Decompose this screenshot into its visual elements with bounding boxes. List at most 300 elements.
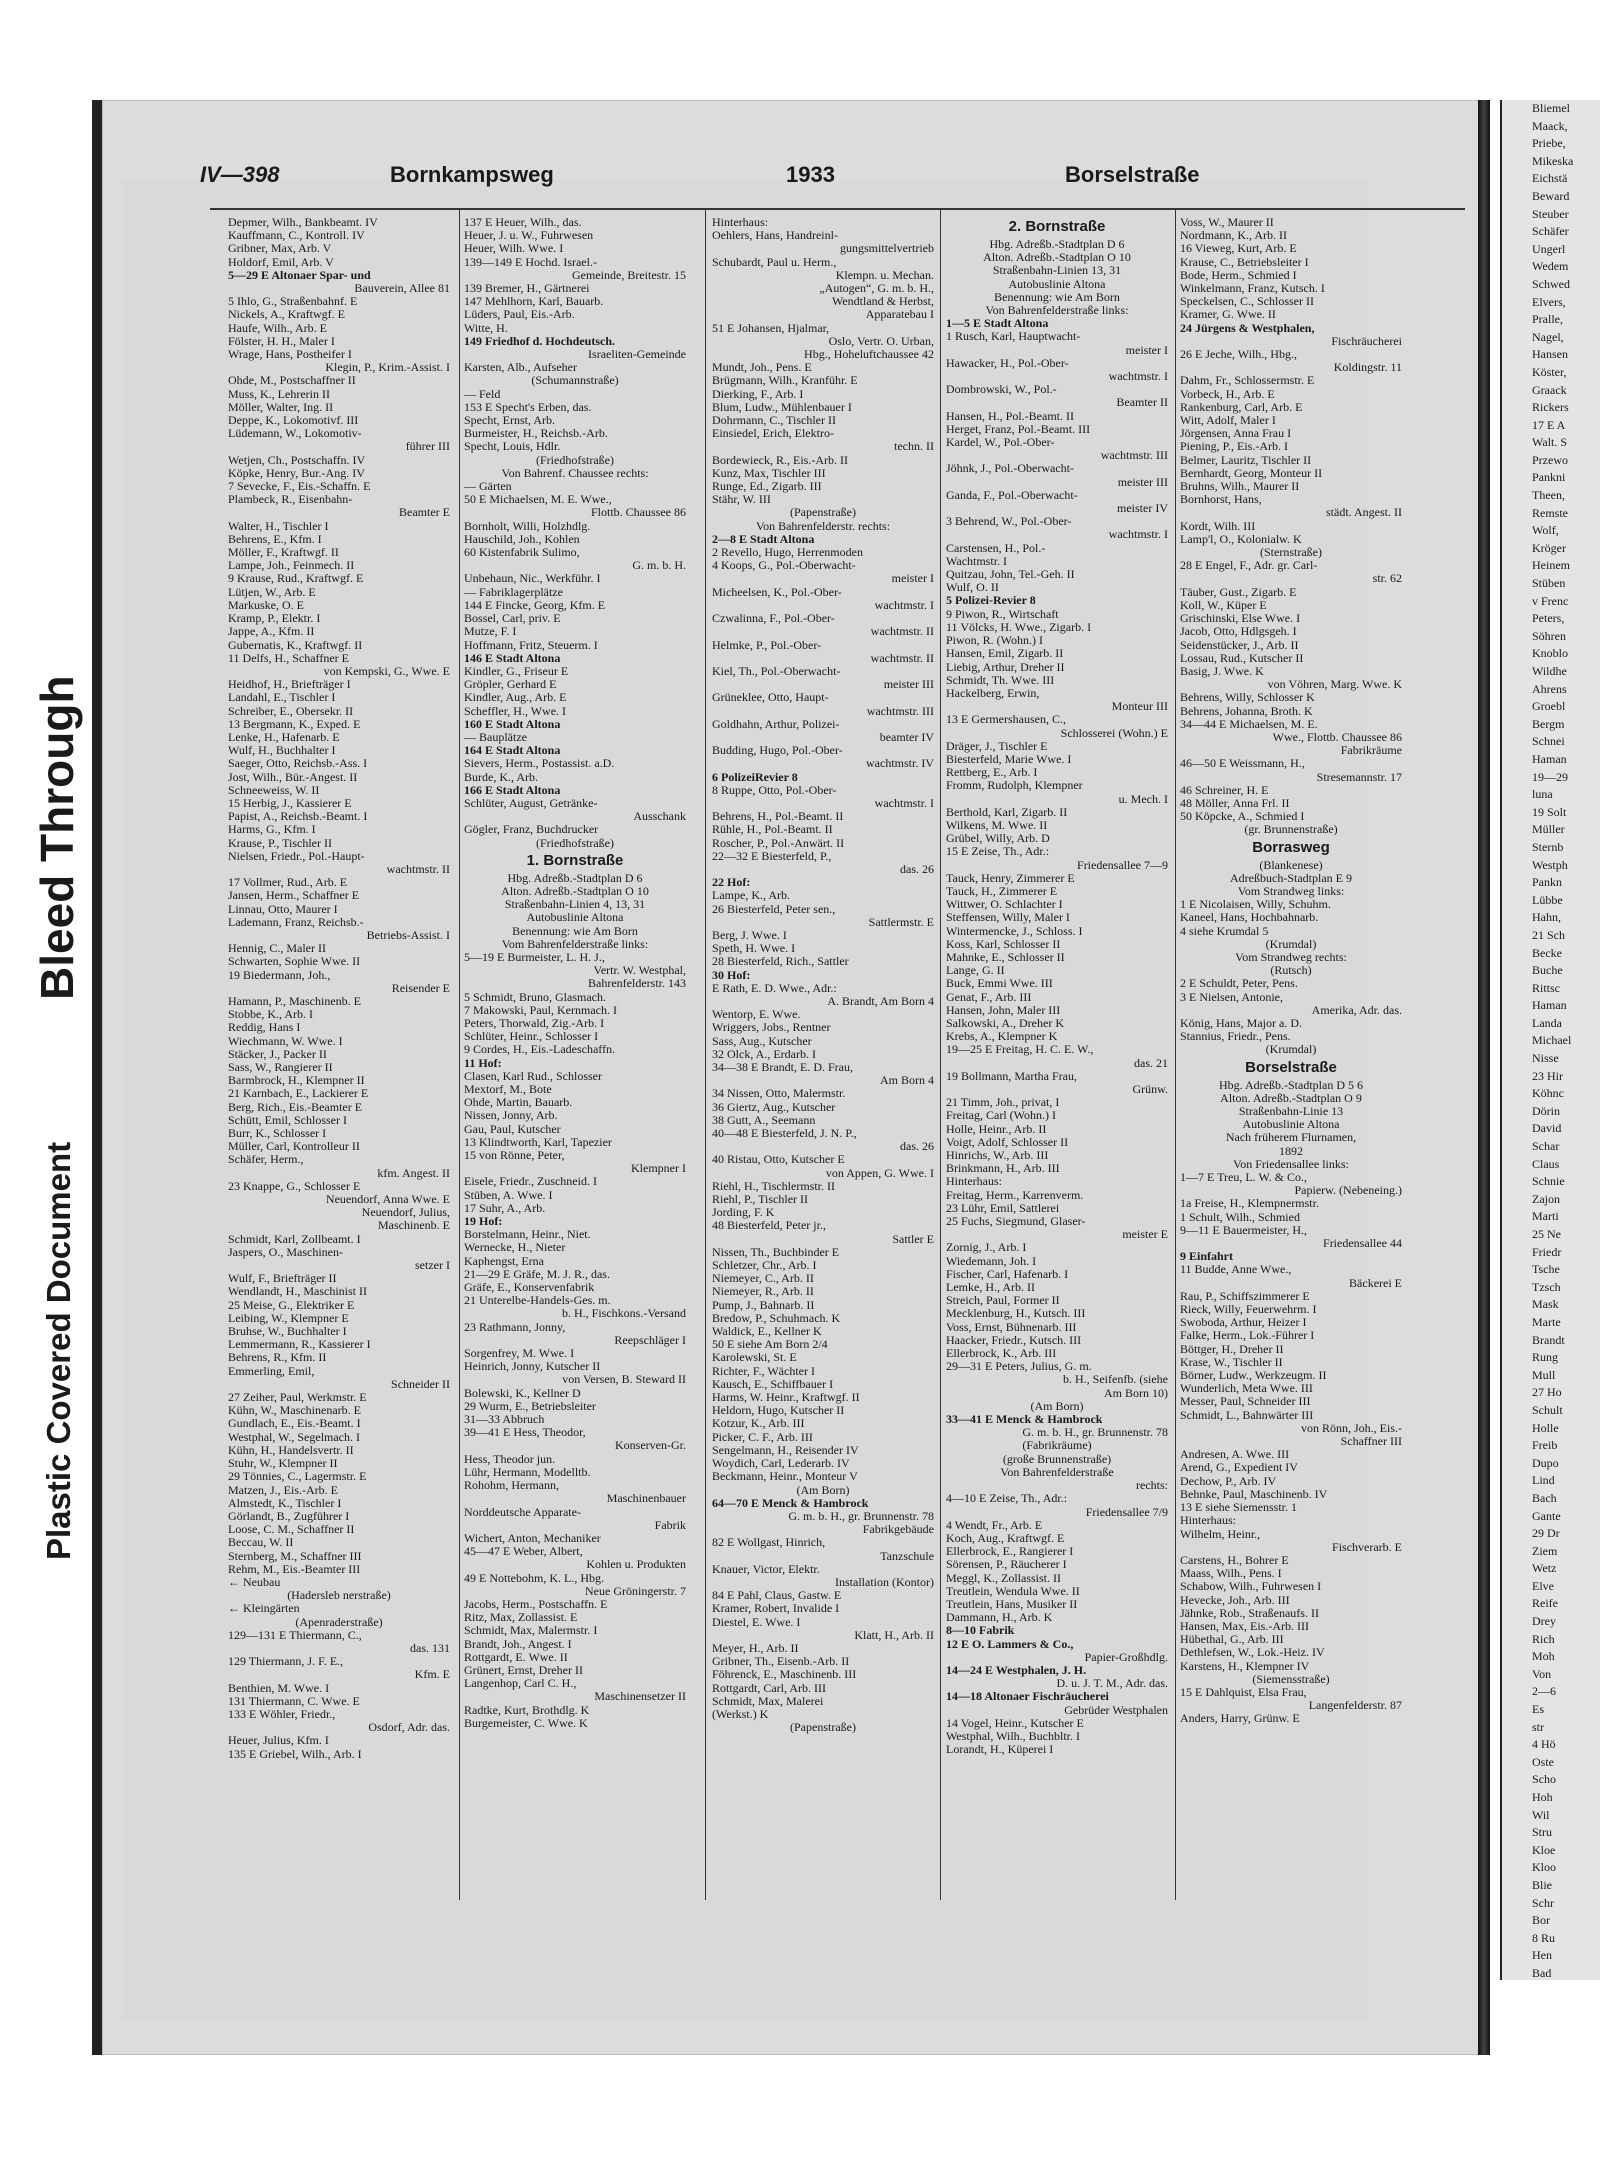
entry-line: 9 Einfahrt xyxy=(1180,1250,1234,1264)
entry-line: Dethlefsen, W., Lok.-Heiz. IV xyxy=(1180,1646,1325,1660)
entry-line: 13 E Germershausen, C., xyxy=(946,713,1066,727)
entry-line: Bernhardt, Georg, Monteur II xyxy=(1180,466,1323,480)
entry-line: Behrens, R., Kfm. II xyxy=(228,1351,327,1365)
entry-line: Borstelmann, Heinr., Niet. xyxy=(464,1228,591,1242)
entry-line: Vom Strandweg links: xyxy=(1237,884,1345,898)
entry-line: Meggl, K., Zollassist. II xyxy=(946,1571,1061,1585)
entry-line: Stuhr, W., Klempner II xyxy=(228,1457,338,1471)
entry-line: Landahl, E., Tischler I xyxy=(228,691,336,705)
entry-line: Freitag, Carl (Wohn.) I xyxy=(946,1109,1057,1123)
next-page-line: Scho xyxy=(1532,1772,1556,1787)
next-page-line: Mull xyxy=(1532,1367,1556,1382)
entry-line: 15 Herbig, J., Kassierer E xyxy=(228,796,352,810)
bleed-through-text: Bleed Through xyxy=(31,675,83,1000)
entry-line: Fischräucherei xyxy=(1331,334,1402,348)
entry-line: (Sternstraße) xyxy=(1260,546,1322,560)
entry-line: 137 E Heuer, Wilh., das. xyxy=(464,216,582,229)
entry-line: Haufe, Wilh., Arb. E xyxy=(228,321,327,335)
entry-line: Langenfelderstr. 87 xyxy=(1308,1699,1402,1713)
entry-line: Israeliten-Gemeinde xyxy=(588,348,686,362)
entry-line: (Apenraderstraße) xyxy=(295,1615,383,1629)
entry-line: Swoboda, Arthur, Heizer I xyxy=(1180,1316,1307,1330)
entry-line: Budding, Hugo, Pol.-Ober- xyxy=(712,744,843,758)
entry-line: Radtke, Kurt, Brothdlg. K xyxy=(464,1703,590,1717)
entry-line: Hinterhaus: xyxy=(712,216,768,229)
entry-line: 23 Rathmann, Jonny, xyxy=(464,1320,566,1334)
entry-line: 17 Suhr, A., Arb. xyxy=(464,1201,546,1215)
entry-line: Reisender E xyxy=(391,981,450,995)
entry-line: meister III xyxy=(883,678,934,692)
next-page-line: Eichstä xyxy=(1532,171,1568,186)
column-4 xyxy=(946,216,1168,1896)
entry-line: Krase, W., Tischler II xyxy=(1180,1355,1283,1369)
next-page-line: Dupo xyxy=(1532,1455,1559,1470)
entry-line: 139 Bremer, H., Gärtnerei xyxy=(464,282,590,296)
entry-line: Goldhahn, Arthur, Polizei- xyxy=(712,717,840,731)
next-page-line: Müller xyxy=(1532,822,1565,837)
entry-line: 29 Tönnies, C., Lagermstr. E xyxy=(228,1470,367,1484)
entry-line: (Blankenese) xyxy=(1259,858,1323,872)
entry-line: 3 Behrend, W., Pol.-Ober- xyxy=(946,515,1072,529)
entry-line: Vorbeck, H., Arb. E xyxy=(1180,387,1275,401)
entry-line: b. H., Seifenfb. (siehe xyxy=(1063,1373,1168,1387)
entry-line: Tauck, H., Zimmerer E xyxy=(946,884,1058,898)
entry-line: 129—131 E Thiermann, C., xyxy=(228,1628,362,1642)
entry-line: Von Bahrenfelderstraße links: xyxy=(985,304,1129,318)
header-rule xyxy=(210,208,1465,210)
next-page-line: Stru xyxy=(1532,1825,1553,1840)
entry-line: (Am Born) xyxy=(796,1483,850,1497)
entry-line: Deppe, K., Lokomotivf. III xyxy=(228,414,359,428)
next-page-line: Stüben xyxy=(1532,576,1566,591)
entry-line: Jansen, Herm., Schaffner E xyxy=(228,889,360,903)
entry-line: Biesterfeld, Marie Wwe. I xyxy=(946,752,1072,766)
next-page-line: Kröger xyxy=(1532,540,1566,555)
entry-line: Fabrikgebäude xyxy=(862,1523,934,1537)
entry-line: Anders, Harry, Grünw. E xyxy=(1180,1712,1300,1726)
entry-line: 6 PolizeiRevier 8 xyxy=(712,770,798,784)
entry-line: Hoffmann, Fritz, Steuerm. I xyxy=(464,638,598,652)
entry-line: Ellerbrock, E., Rangierer I xyxy=(946,1545,1074,1559)
next-page-line: luna xyxy=(1532,787,1553,802)
entry-line: Benennung: wie Am Born xyxy=(512,924,638,938)
entry-line: Fölster, H. H., Maler I xyxy=(228,334,335,348)
next-page-line: Groebl xyxy=(1532,699,1566,714)
entry-line: 1 Schult, Wilh., Schmied xyxy=(1180,1210,1300,1224)
entry-line: Gribner, Max, Arb. V xyxy=(228,242,332,256)
next-page-line: Bor xyxy=(1532,1913,1550,1928)
entry-line: Am Born 10) xyxy=(1104,1386,1168,1400)
entry-line: Mecklenburg, H., Kutsch. III xyxy=(946,1307,1086,1321)
entry-line: 38 Gutt, A., Seemann xyxy=(712,1113,816,1127)
entry-line: Mutze, F. I xyxy=(464,625,517,639)
entry-line: Gemeinde, Breitestr. 15 xyxy=(572,268,686,282)
entry-line: Heldorn, Hugo, Kutscher II xyxy=(712,1404,845,1418)
entry-line: 135 E Griebel, Wilh., Arb. I xyxy=(228,1747,362,1761)
entry-line: Stobbe, K., Arb. I xyxy=(228,1008,313,1022)
entry-line: Autobuslinie Altona xyxy=(526,911,624,925)
entry-line: 9 Krause, Rud., Kraftwgf. E xyxy=(228,572,364,586)
entry-line: Wernecke, H., Nieter xyxy=(464,1241,566,1255)
next-page-line: Lind xyxy=(1532,1473,1555,1488)
entry-line: Jörgensen, Anna Frau I xyxy=(1180,427,1292,441)
entry-line: ← Kleingärten xyxy=(228,1602,300,1616)
entry-line: Koll, W., Küper E xyxy=(1180,598,1267,612)
entry-line: Mahnke, E., Schlosser II xyxy=(946,950,1065,964)
entry-line: Knauer, Victor, Elektr. xyxy=(712,1562,820,1576)
entry-line: Konserven-Gr. xyxy=(615,1439,686,1453)
entry-line: 17 Vollmer, Rud., Arb. E xyxy=(228,876,348,890)
entry-line: Gubernatis, K., Kraftwgf. II xyxy=(228,638,363,652)
next-page-line: Wedem xyxy=(1532,259,1569,274)
entry-line: Burmeister, H., Reichsb.-Arb. xyxy=(464,427,608,441)
entry-line: 23 Lühr, Emil, Sattlerei xyxy=(946,1201,1060,1215)
entry-line: Linnau, Otto, Maurer I xyxy=(228,902,338,916)
entry-line: 28 E Engel, F., Adr. gr. Carl- xyxy=(1180,559,1318,573)
entry-line: Reepschläger I xyxy=(614,1333,686,1347)
entry-line: Nissen, Jonny, Arb. xyxy=(464,1109,558,1123)
entry-line: Wendlandt, H., Maschinist II xyxy=(228,1285,368,1299)
entry-line: Papier-Großhdlg. xyxy=(1084,1650,1168,1664)
street-heading: Borrasweg xyxy=(1252,838,1330,856)
next-page-line: Brandt xyxy=(1532,1332,1565,1347)
entry-line: von Appen, G. Wwe. I xyxy=(825,1166,934,1180)
entry-line: Gräfe, E., Konservenfabrik xyxy=(464,1281,595,1295)
next-page-line: David xyxy=(1532,1121,1562,1136)
entry-line: Lamp'l, O., Kolonialw. K xyxy=(1180,532,1302,546)
entry-line: (Papenstraße) xyxy=(790,506,856,520)
entry-line: Kaphengst, Erna xyxy=(464,1254,544,1268)
entry-line: rechts: xyxy=(1136,1479,1168,1493)
entry-line: Hess, Theodor jun. xyxy=(464,1452,556,1466)
entry-line: Scheffler, H., Wwe. I xyxy=(464,704,567,718)
entry-line: Jappe, A., Kfm. II xyxy=(228,625,315,639)
entry-line: 14—24 E Westphalen, J. H. xyxy=(946,1663,1087,1677)
entry-line: Von Bahrenfelderstraße xyxy=(1000,1465,1114,1479)
entry-line: 153 E Specht's Erben, das. xyxy=(464,400,592,414)
entry-line: Maass, Wilh., Pens. I xyxy=(1180,1567,1282,1581)
entry-line: Schmidt, Max, Malermstr. I xyxy=(464,1624,598,1638)
entry-line: 29 Wurm, E., Betriebsleiter xyxy=(464,1399,596,1413)
entry-line: 15 E Zeise, Th., Adr.: xyxy=(946,845,1050,859)
next-page-line: v Frenc xyxy=(1532,593,1569,608)
next-page-line: Oste xyxy=(1532,1754,1554,1769)
next-page-line: Kloo xyxy=(1532,1860,1556,1875)
entry-line: 48 Biesterfeld, Peter jr., xyxy=(712,1219,826,1233)
entry-line: 7 Sevecke, F., Eis.-Schaffn. E xyxy=(228,480,371,494)
entry-line: Speckelsen, C., Schlosser II xyxy=(1180,295,1314,309)
entry-line: Schmidt, Karl, Zollbeamt. I xyxy=(228,1232,361,1246)
entry-line: Kindler, Aug., Arb. E xyxy=(464,691,567,705)
next-page-line: Heinem xyxy=(1532,558,1570,573)
next-page-line: Przewo xyxy=(1532,452,1568,467)
next-page-line: Tsche xyxy=(1532,1262,1560,1277)
entry-line: Bredow, P., Schuhmach. K xyxy=(712,1311,841,1325)
entry-line: Wrage, Hans, Postheifer I xyxy=(228,348,352,362)
entry-line: 25 Meise, G., Elektriker E xyxy=(228,1298,355,1312)
next-page-line: Blie xyxy=(1532,1877,1552,1892)
entry-line: Langenhop, Carl C. H., xyxy=(464,1677,577,1691)
entry-line: Hübethal, G., Arb. III xyxy=(1180,1633,1284,1647)
entry-line: Basig, J. Wwe. K xyxy=(1180,664,1264,678)
entry-line: — Gärten xyxy=(464,480,512,494)
entry-line: Karsten, Alb., Aufseher xyxy=(464,361,577,375)
entry-line: Carstens, H., Bohrer E xyxy=(1180,1553,1289,1567)
entry-line: Hansen, H., Pol.-Beamt. II xyxy=(946,409,1074,423)
entry-line: Jacobs, Herm., Postschaffn. E xyxy=(464,1597,608,1611)
entry-line: Dräger, J., Tischler E xyxy=(946,739,1048,753)
entry-line: Dierking, F., Arb. I xyxy=(712,387,804,401)
entry-line: Woydich, Carl, Lederarb. IV xyxy=(712,1457,850,1471)
entry-line: Voigt, Adolf, Schlosser II xyxy=(946,1135,1069,1149)
entry-line: Gögler, Franz, Buchdrucker xyxy=(464,823,599,837)
entry-line: 13 Klindtworth, Karl, Tapezier xyxy=(464,1135,612,1149)
entry-line: 14—18 Altonaer Fischräucherei xyxy=(946,1690,1109,1704)
entry-line: Berg, Rich., Eis.-Beamter E xyxy=(228,1100,363,1114)
entry-line: 12 E O. Lammers & Co., xyxy=(946,1637,1074,1651)
entry-line: Kühn, H., Handelsvertr. II xyxy=(228,1443,354,1457)
next-page-line: Graack xyxy=(1532,382,1567,397)
entry-line: Sass, W., Rangierer II xyxy=(228,1061,333,1074)
column-3 xyxy=(712,216,934,1896)
next-page-line: Lübbe xyxy=(1532,892,1563,907)
entry-line: 84 E Pahl, Claus, Gastw. E xyxy=(712,1589,842,1603)
entry-line: Liebig, Arthur, Dreher II xyxy=(946,660,1065,674)
next-page-line: Schwed xyxy=(1532,276,1570,291)
entry-line: Neue Gröningerstr. 7 xyxy=(585,1584,686,1598)
next-page-line: Schnei xyxy=(1532,734,1565,749)
entry-line: Lange, G. II xyxy=(946,964,1005,978)
entry-line: techn. II xyxy=(894,440,934,454)
entry-line: Straßenbahn-Linien 13, 31 xyxy=(992,264,1122,278)
entry-line: Markuske, O. E xyxy=(228,598,304,612)
entry-line: Waldick, E., Kellner K xyxy=(712,1325,822,1339)
entry-line: Schlosserei (Wohn.) E xyxy=(1060,726,1168,740)
entry-line: 3 E Nielsen, Antonie, xyxy=(1180,990,1283,1004)
entry-line: Behrens, E., Kfm. I xyxy=(228,532,322,546)
entry-line: (große Brunnenstraße) xyxy=(1002,1452,1112,1466)
entry-line: 2 Revello, Hugo, Herrenmoden xyxy=(712,546,863,560)
next-page-line: Peters, xyxy=(1532,611,1565,626)
entry-line: Holle, Heinr., Arb. II xyxy=(946,1122,1047,1136)
entry-line: (Friedhofstraße) xyxy=(536,836,614,850)
entry-line: 32 Olck, A., Erdarb. I xyxy=(712,1047,816,1061)
next-page-line: Rung xyxy=(1532,1350,1559,1365)
entry-line: Hauschild, Joh., Kohlen xyxy=(464,532,580,546)
entry-line: 46 Schreiner, H. E xyxy=(1180,783,1269,797)
next-page-line: 27 Ho xyxy=(1532,1385,1562,1400)
entry-line: Koss, Karl, Schlosser II xyxy=(946,937,1061,951)
entry-line: Von Bahrenfelderstr. rechts: xyxy=(755,519,891,533)
entry-line: meister III xyxy=(1117,475,1168,489)
entry-line: 50 E siehe Am Born 2/4 xyxy=(712,1338,828,1352)
entry-line: Alton. Adreßb.-Stadtplan O 10 xyxy=(501,884,649,898)
entry-line: Hbg., Hoheluftchaussee 42 xyxy=(804,348,934,362)
page-number: IV—398 xyxy=(200,162,280,187)
entry-line: führer III xyxy=(405,440,450,454)
next-page-line: 4 Hö xyxy=(1532,1737,1556,1752)
entry-line: Wulf, O. II xyxy=(946,581,999,595)
entry-line: G. m. b. H. xyxy=(632,559,686,573)
entry-line: Heinrich, Jonny, Kutscher II xyxy=(464,1360,601,1374)
entry-line: 1—7 E Treu, L. W. & Co., xyxy=(1180,1171,1308,1185)
entry-line: Schütt, Emil, Schlosser I xyxy=(228,1113,347,1127)
next-page-line: Es xyxy=(1532,1702,1544,1717)
next-page-line: Wil xyxy=(1532,1807,1550,1822)
entry-line: Schubardt, Paul u. Herm., xyxy=(712,255,837,269)
entry-line: Einsiedel, Erich, Elektro- xyxy=(712,427,834,441)
next-page-line: Schr xyxy=(1532,1895,1554,1910)
entry-line: Sorgenfrey, M. Wwe. I xyxy=(464,1347,575,1361)
entry-line: Salkowski, A., Dreher K xyxy=(946,1016,1064,1030)
next-page-line: Söhren xyxy=(1532,628,1566,643)
entry-line: Oslo, Vertr. O. Urban, xyxy=(828,334,934,348)
entry-line: kfm. Angest. II xyxy=(377,1166,450,1180)
entry-line: Wulf, H., Buchhalter I xyxy=(228,744,336,758)
entry-line: 46—50 E Weissmann, H., xyxy=(1180,757,1305,771)
next-page-line: Schäfer xyxy=(1532,224,1569,239)
entry-line: (Hadersleb nerstraße) xyxy=(287,1589,391,1603)
entry-line: (Werkst.) K xyxy=(712,1707,769,1721)
entry-line: Treutlein, Wendula Wwe. II xyxy=(946,1584,1080,1598)
entry-line: 149 Friedhof d. Hochdeutsch. xyxy=(464,334,616,348)
entry-line: Zornig, J., Arb. I xyxy=(946,1241,1027,1255)
next-page-line: Maack, xyxy=(1532,118,1568,133)
entry-line: str. 62 xyxy=(1372,572,1402,586)
entry-line: Niemeyer, R., Arb. II xyxy=(712,1285,814,1299)
entry-line: 8 Ruppe, Otto, Pol.-Ober- xyxy=(712,783,837,797)
entry-line: gungsmittelvertrieb xyxy=(840,242,934,256)
entry-line: 21—29 E Gräfe, M. J. R., das. xyxy=(464,1267,610,1281)
next-page-line: Wolf, xyxy=(1532,523,1559,538)
entry-line: Hamann, P., Maschinenb. E xyxy=(228,994,361,1008)
entry-line: setzer I xyxy=(415,1259,450,1273)
entry-line: — Bauplätze xyxy=(464,730,527,744)
entry-line: Wriggers, Jobs., Rentner xyxy=(712,1021,831,1035)
next-page-line: Holle xyxy=(1532,1420,1559,1435)
entry-line: Fabrikräume xyxy=(1340,744,1402,758)
entry-line: ← Neubau xyxy=(228,1575,281,1589)
entry-line: Grüneklee, Otto, Haupt- xyxy=(712,691,829,705)
entry-line: Möller, F., Kraftwgf. II xyxy=(228,546,339,560)
entry-line: Wetjen, Ch., Postschaffn. IV xyxy=(228,453,366,467)
entry-line: Fabrik xyxy=(654,1518,686,1532)
next-page-line: Steuber xyxy=(1532,206,1569,221)
entry-line: 19 Bollmann, Martha Frau, xyxy=(946,1069,1077,1083)
next-page-line: Pankni xyxy=(1532,470,1566,485)
entry-line: Piening, P., Eis.-Arb. I xyxy=(1180,440,1288,454)
entry-line: 5 Ihlo, G., Straßenbahnf. E xyxy=(228,295,358,309)
next-page-line: Schar xyxy=(1532,1139,1560,1154)
next-page-line: Knoblo xyxy=(1532,646,1568,661)
entry-line: Schwarten, Sophie Wwe. II xyxy=(228,955,361,969)
entry-line: Stäcker, J., Packer II xyxy=(228,1047,327,1061)
entry-line: meister IV xyxy=(1117,502,1168,516)
entry-line: Stannius, Friedr., Pens. xyxy=(1180,1030,1291,1044)
entry-line: Schabow, Wilh., Fuhrwesen I xyxy=(1180,1580,1322,1594)
entry-line: 26 Biesterfeld, Peter sen., xyxy=(712,902,836,916)
entry-line: Föhrenck, E., Maschinenb. III xyxy=(712,1668,857,1682)
entry-line: Klatt, H., Arb. II xyxy=(854,1628,934,1642)
entry-line: Behrens, Willy, Schlosser K xyxy=(1180,691,1315,705)
next-page-line: Hoh xyxy=(1532,1790,1553,1804)
entry-line: Arend, G., Expedient IV xyxy=(1180,1461,1298,1475)
entry-line: Ohde, Martin, Bauarb. xyxy=(464,1096,573,1110)
entry-line: Börner, Ludw., Werkzeugm. II xyxy=(1180,1369,1327,1383)
entry-line: (Krumdal) xyxy=(1265,937,1317,951)
column-divider xyxy=(459,210,460,1900)
entry-line: A. Brandt, Am Born 4 xyxy=(827,994,934,1008)
entry-line: Bornholt, Willi, Holzhdlg. xyxy=(464,519,591,533)
entry-line: Bode, Herm., Schmied I xyxy=(1180,268,1297,282)
entry-line: Unbehaun, Nic., Werkführ. I xyxy=(464,572,601,586)
entry-line: Nielsen, Friedr., Pol.-Haupt- xyxy=(228,849,365,863)
entry-line: Helmke, P., Pol.-Ober- xyxy=(712,638,822,652)
next-page-line: Michael xyxy=(1532,1033,1572,1048)
entry-line: Neuendorf, Anna Wwe. E xyxy=(325,1193,450,1207)
entry-line: Bäckerei E xyxy=(1349,1276,1402,1290)
entry-line: Witt, Adolf, Maler I xyxy=(1180,414,1276,428)
next-page-line: Beward xyxy=(1532,188,1570,203)
entry-line: Riehl, H., Tischlermstr. II xyxy=(712,1179,836,1193)
entry-line: Hinrichs, W., Arb. III xyxy=(946,1149,1049,1163)
entry-line: Voss, Ernst, Bühnenarb. III xyxy=(946,1320,1077,1334)
entry-line: Sternberg, M., Schaffner III xyxy=(228,1549,362,1563)
entry-line: Karstens, H., Klempner IV xyxy=(1180,1659,1310,1673)
entry-line: 11 Hof: xyxy=(464,1056,502,1070)
next-page-line: Westph xyxy=(1532,857,1568,872)
entry-line: Görlandt, B., Zugführer I xyxy=(228,1509,350,1523)
entry-line: 21 Timm, Joh., privat, I xyxy=(946,1096,1060,1110)
entry-line: Andresen, A. Wwe. III xyxy=(1180,1448,1290,1462)
entry-line: Burgemeister, C. Wwe. K xyxy=(464,1716,588,1730)
entry-line: Ohde, M., Postschaffner II xyxy=(228,374,356,388)
entry-line: Hansen, Max, Eis.-Arb. III xyxy=(1180,1619,1309,1633)
entry-line: 22 Hof: xyxy=(712,876,751,890)
entry-line: von Rönn, Joh., Eis.- xyxy=(1300,1421,1402,1435)
entry-line: Schneeweiss, W. II xyxy=(228,783,320,797)
entry-line: Gribner, Th., Eisenb.-Arb. II xyxy=(712,1655,850,1669)
entry-line: Hbg. Adreßb.-Stadtplan D 5 6 xyxy=(1219,1078,1363,1092)
entry-line: 34—38 E Brandt, E. D. Frau, xyxy=(712,1061,853,1074)
entry-line: Amerika, Adr. das. xyxy=(1311,1003,1402,1017)
next-page-line: Drey xyxy=(1532,1614,1556,1629)
entry-line: Jaspers, O., Maschinen- xyxy=(228,1245,343,1259)
next-page-line: Moh xyxy=(1532,1649,1555,1664)
next-page-line: Pralle, xyxy=(1532,312,1563,327)
entry-line: Rieck, Willy, Feuerwehrm. I xyxy=(1180,1303,1317,1317)
entry-line: 64—70 E Menck & Hambrock xyxy=(712,1496,869,1510)
entry-line: Kiel, Th., Pol.-Oberwacht- xyxy=(712,664,841,678)
entry-line: Wichert, Anton, Mechaniker xyxy=(464,1531,601,1545)
entry-line: 34—44 E Michaelsen, M. E. xyxy=(1180,717,1318,731)
entry-line: 49 E Nottebohm, K. L., Hbg. xyxy=(464,1571,604,1585)
entry-line: Rettberg, E., Arb. I xyxy=(946,766,1038,780)
entry-line: Möller, Walter, Ing. II xyxy=(228,400,334,414)
entry-line: Bordewieck, R., Eis.-Arb. II xyxy=(712,453,848,467)
entry-line: 5—19 E Burmeister, L. H. J., xyxy=(464,950,605,964)
entry-line: meister I xyxy=(891,572,934,586)
entry-line: Depmer, Wilh., Bankbeamt. IV xyxy=(228,216,378,229)
next-page-line: 29 Dr xyxy=(1532,1526,1560,1541)
entry-line: Hennig, C., Maler II xyxy=(228,942,326,956)
entry-line: von Vöhren, Marg. Wwe. K xyxy=(1267,678,1402,692)
next-page-line: Mask xyxy=(1532,1297,1559,1312)
entry-line: Dombrowski, W., Pol.- xyxy=(946,383,1057,397)
entry-line: Treutlein, Hans, Musiker II xyxy=(946,1597,1078,1611)
entry-line: Kunz, Max, Tischler III xyxy=(712,466,826,480)
entry-line: Maschinenbauer xyxy=(606,1492,686,1506)
